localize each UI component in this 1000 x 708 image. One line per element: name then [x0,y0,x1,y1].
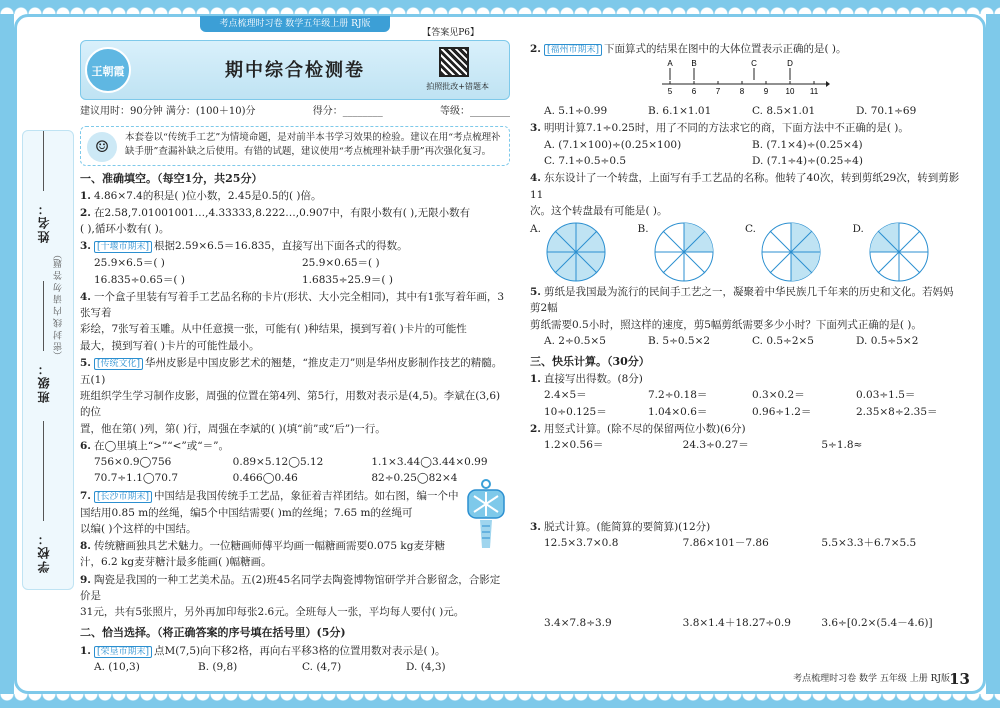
question-10: 1. [荣垦市期末] 点M(7,5)向下移2格，再向右平移3格的位置用数对表示是( )。 A. (10,3) B. (9,8) C. (4,7) D. (4,3) [80,643,510,676]
q6-row-1: 756×0.9◯756 0.89×5.12◯5.12 1.1×3.44◯3.44×0.99 [94,456,488,469]
student-avatar-icon: ☺ [87,132,117,162]
question-11: 2. [福州市期末] 下面算式的结果在图中的大体位置表示正确的是( )。 [530,43,847,55]
class-label: 班级： [37,361,51,403]
section-2-title: 二、恰当选择。（将正确答案的序号填在括号里）(5分) [80,626,346,640]
name-line [43,131,44,191]
left-column [80,28,510,676]
calc-question-3: 3. 脱式计算。(能简算的要简算)(12分) 12.5×3.7×0.8 7.86×101－7.86 5.5×3.3＋6.7×5.5 3.4×7.8÷3.9 3.8×1.4＋18.27÷0.9 3.6÷[0.2×(5.4－4.6)] [530,519,960,632]
spinner-a: A. [530,221,638,283]
grade-field: 等级：________ [440,106,510,117]
q3-items: 25.9×6.5＝( ) 25.9×0.65＝( ) 16.835÷0.65＝( ) 1.6835÷25.9＝( ) [94,257,393,286]
top-scallop-border [0,0,1000,14]
q11-options: A. 5.1÷0.99 B. 6.1×1.01 C. 8.5×1.01 D. 70.1÷69 [544,105,917,118]
source-tag: [长沙市期末] [94,491,152,503]
q10-options: A. (10,3) B. (9,8) C. (4,7) D. (4,3) [94,661,446,674]
school-label: 学校： [37,531,51,573]
section-1-title: 一、准确填空。（每空1分，共25分） [80,171,263,185]
question-4: 4. 一个盒子里装有写着手工艺品名称的卡片(形状、大小完全相同)，其中有1张写着年画，3张写着 彩绘，7张写着玉雕。从中任意摸一张，可能有( )种结果，摸到写着( )卡片的可能性 最大，摸到写着( )卡片的可能性最小。 [80,290,505,352]
spinner-a-icon [545,221,607,283]
question-2: 2. 在2.58,7.01001001…,4.33333,8.222…,0.907中，有限小数有( ),无限小数有 ( ),循环小数有( )。 [80,206,471,236]
score-field: 得分：________ [312,106,383,117]
question-12: 3. 明明计算7.1÷0.25时，用了不同的方法求它的商，下面方法中不正确的是( )。 A. (7.1×100)÷(0.25×100) B. (7.1×4)÷(0.25×4) C. 7.1÷0.5÷0.5 D. (7.1÷4)÷(0.25÷4) [530,120,960,169]
class-line [43,281,44,351]
q12-options: A. (7.1×100)÷(0.25×100) B. (7.1×4)÷(0.25×4) C. 7.1÷0.5÷0.5 D. (7.1÷4)÷(0.25÷4) [544,138,863,167]
page-title: 期中综合检测卷 [225,60,365,81]
calc-row-2: 10÷0.125＝ 1.04×0.6＝ 0.96÷1.2＝ 2.35×8÷2.35＝ [544,405,938,418]
page-footer: 考点梳理时习卷 数学 五年级 上册 RJ版 [793,674,950,684]
mark-c: C [751,58,757,68]
right-border [986,0,1000,708]
spinner-c: C. [745,221,853,283]
question-9: 9. 陶瓷是我国的一种工艺美术品。五(2)班45名同学去陶瓷博物馆研学并合影留念，合影定价是 31元，共有5张照片，另外再加印每张2.6元。全班每人一张，平均每人要付( )元。 [80,573,501,619]
title-box [80,28,510,100]
question-5: 5. [传统文化] 华州皮影是中国皮影艺术的翘楚，“推皮走刀”则是华州皮影制作技艺的精髓。五(1) 班组织学生学习制作皮影，周强的位置在第4列、第5行，用数对表示是(4,5)。李斌在(3,6)的位 置，他在第( )列，第( )行，周强在李斌的( )(填“前”或“后”)一行。 [80,356,503,435]
mark-b: B [691,58,697,68]
tick-11: 11 [809,86,819,96]
answer-reference: 【答案见P6】 [422,28,479,38]
section-3-title: 三、快乐计算。（30分） [530,355,650,369]
page-number: 13 [949,670,970,688]
tick-8: 8 [739,86,745,96]
source-tag: [十堰市期末] [94,241,152,253]
spinner-b: B. [638,221,746,283]
step-calc-row-1: 12.5×3.7×0.8 7.86×101－7.86 5.5×3.3＋6.7×5.5 [544,536,917,549]
calc-row-1: 2.4×5＝ 7.2÷0.18＝ 0.3×0.2＝ 0.03÷1.5＝ [544,389,916,402]
bottom-scallop-border [0,694,1000,708]
binding-margin [22,130,74,590]
tick-9: 9 [763,86,769,96]
seal-notice: （密 封 线 内 请 勿 答 题） [54,250,64,361]
header-bar: 考点梳理时习卷 数学五年级上册 RJ版 [200,16,390,32]
spinner-c-icon [760,221,822,283]
time-info: 建议用时：90分钟 满分：(100＋10)分 [80,106,256,117]
school-line [43,421,44,521]
question-14: 5. 剪纸是我国最为流行的民间手工艺之一，凝聚着中华民族几千年来的历史和文化。若妈妈剪2幅 剪纸需要0.5小时，照这样的速度，剪5幅剪纸需要多少小时？下面列式正确的是( )。 A. 2÷0.5×5 B. 5÷0.5×2 C. 0.5÷2×5 D. 0.5÷5×2 [530,284,960,349]
spinner-options [530,221,960,283]
q14-options: A. 2÷0.5×5 B. 5÷0.5×2 C. 0.5÷2×5 D. 0.5÷5×2 [544,334,919,347]
chinese-knot-icon [456,478,516,550]
tick-7: 7 [715,86,721,96]
question-13: 4. 东东设计了一个转盘，上面写有手工艺品的名称。他转了40次，转到剪纸29次，转到剪影11 次。这个转盘最有可能是( )。 [530,172,960,217]
name-label: 姓名： [37,201,51,243]
step-calc-row-2: 3.4×7.8÷3.9 3.8×1.4＋18.27÷0.9 3.6÷[0.2×(5.4－4.6)] [544,617,933,630]
notice-text: 本套卷以“传统手工艺”为情境命题，是对前半本书学习效果的检验。建议在用“考点梳理补缺手册”查漏补缺之后使用。有错的试题，建议使用“考点梳理补缺手册”再次强化复习。 [125,131,501,158]
tick-5: 5 [667,86,673,96]
qr-caption: 拍照批改+错题本 [426,82,489,91]
spinner-d-icon [868,221,930,283]
right-column [530,40,960,631]
calc-question-1: 1. 直接写出得数。(8分) 2.4×5＝ 7.2÷0.18＝ 0.3×0.2＝ 0.03÷1.5＝ 10÷0.125＝ 1.04×0.6＝ 0.96÷1.2＝ 2.35×8÷2.35＝ [530,371,960,420]
qr-code-icon[interactable] [439,47,469,77]
vertical-calc-items: 1.2×0.56＝ 24.3÷0.27＝ 5÷1.8≈ [544,439,863,452]
notice-box [80,126,510,166]
source-tag: [传统文化] [94,358,143,370]
tick-10: 10 [785,86,795,96]
mark-d: D [787,58,793,68]
source-tag: [福州市期末] [544,44,602,56]
spinner-b-icon [653,221,715,283]
source-tag: [荣垦市期末] [94,646,152,658]
mark-a: A [667,58,673,68]
brand-logo: 王朝霞 [85,47,131,93]
q6-row-2: 70.7÷1.1◯70.7 0.466◯0.4̇6̇ 82÷0.25◯82×4 [94,472,458,485]
calc-question-2: 2. 用竖式计算。(除不尽的保留两位小数)(6分) 1.2×0.56＝ 24.3÷0.27＝ 5÷1.8≈ [530,421,960,454]
question-6: 6. 在◯里填上“>”“<”或“＝”。 756×0.9◯756 0.89×5.12◯5.12 1.1×3.44◯3.44×0.99 70.7÷1.1◯70.7 0.466◯0.4̇6̇ 82÷0.25◯82×4 [80,438,510,487]
question-3: 3. [十堰市期末] 根据2.59×6.5＝16.835，直接写出下面各式的得数。 25.9×6.5＝( ) 25.9×0.65＝( ) 16.835÷0.65＝( ) 1.6835÷25.9＝( ) [80,238,510,287]
left-border [0,0,14,708]
tick-6: 6 [691,86,697,96]
question-1: 1. 4.86×7.4的积是( )位小数，2.45是0.5的( )倍。 [80,189,322,202]
spinner-d: D. [853,221,961,283]
question-7: 7. [长沙市期末] 中国结是我国传统手工艺品，象征着吉祥团结。如右图，编一个中 国结用0.85 m的丝绳，编5个中国结需要( )m的丝绳；7.65 m的丝绳可 以编( )个这样的中国结。 [80,489,459,535]
number-line [660,58,830,98]
meta-row [80,104,510,120]
question-8: 8. 传统糖画独具艺术魅力。一位糖画师傅平均画一幅糖画需要0.075 kg麦芽糖 汁，6.2 kg麦芽糖汁最多能画( )幅糖画。 [80,540,445,569]
